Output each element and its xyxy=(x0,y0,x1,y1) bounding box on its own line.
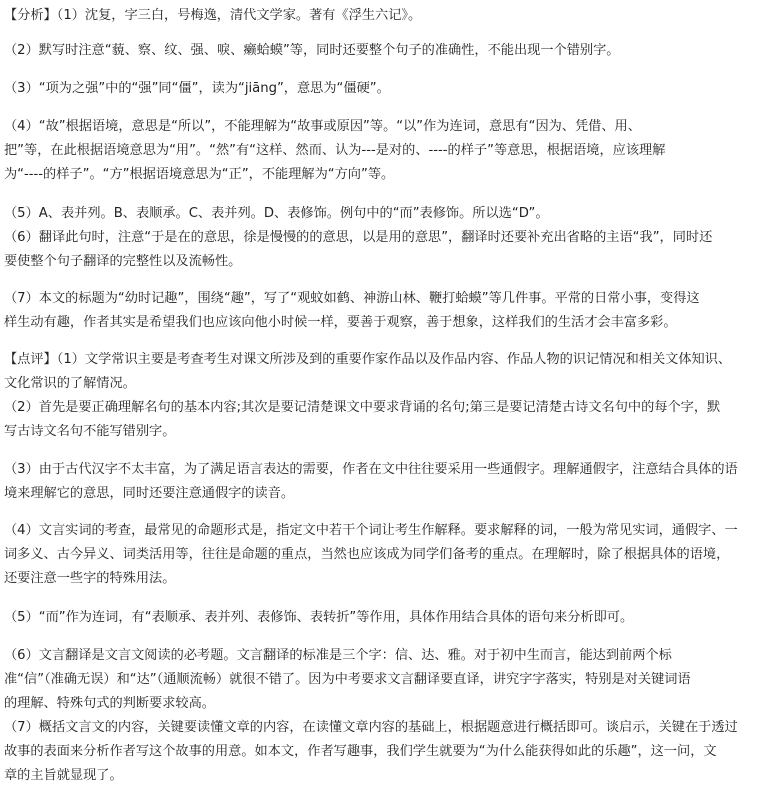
text-line: （5）“而”作为连词，有“表顺承、表并列、表修饰、表转折”等作用，具体作用结合具体的语句来分析即可。 xyxy=(4,610,634,625)
analysis-item-7 xyxy=(4,287,776,335)
text-line: 词多义、古今异义、词类活用等，往往是命题的重点，当然也应该成为同学们备考的重点。在理解时，除了根据具体的语境， xyxy=(4,547,730,562)
text-line: 把”等，在此根据语境意思为“用”。“然”有“这样、然而、认为---是对的、----的样子”等意思，根据语境，应该理解 xyxy=(4,143,666,158)
text-line: （3）“项为之强”中的“强”同“僵”，读为“jiāng”，意思为“僵硬”。 xyxy=(4,81,390,96)
text-line: （6）文言翻译是文言文阅读的必考题。文言翻译的标准是三个字：信、达、雅。对于初中生而言，能达到前两个标 xyxy=(4,648,672,663)
text-line: （5）A、表并列。B、表顺承。C、表并列。D、表修饰。例句中的“而”表修饰。所以选“D”。 xyxy=(4,206,549,221)
analysis-item-5-6 xyxy=(4,202,776,274)
text-line: （6）翻译此句时，注意“于是在的意思，徐是慢慢的的意思，以是用的意思”，翻译时还要补充出省略的主语“我”，同时还 xyxy=(4,230,713,245)
text-line: 【分析】（1）沈复，字三白，号梅逸，清代文学家。著有《浮生六记》。 xyxy=(4,8,422,23)
text-line: 境来理解它的意思，同时还要注意通假字的读音。 xyxy=(4,486,295,501)
text-line: 文化常识的了解情况。 xyxy=(4,376,136,391)
text-line: 的理解、特殊句式的判断要求较高。 xyxy=(4,696,215,711)
text-line: 样生动有趣，作者其实是希望我们也应该向他小时候一样，要善于观察，善于想象，这样我们的生活才会丰富多彩。 xyxy=(4,315,677,330)
comment-item-1-2 xyxy=(4,348,776,444)
analysis-item-2 xyxy=(4,39,776,63)
text-line: 故事的表面来分析作者写这个故事的用意。如本文，作者写趣事，我们学生就要为“为什么能获得如此的乐趣”，这一问，文 xyxy=(4,744,717,759)
text-line: 要使整个句子翻译的完整性以及流畅性。 xyxy=(4,254,242,269)
text-line: （7）本文的标题为“幼时记趣”，围绕“趣”，写了“观蚊如鹤、神游山林、鞭打蛤蟆”等几件事。平常的日常小事，变得这 xyxy=(4,291,700,306)
analysis-item-3 xyxy=(4,77,776,101)
text-line: 【点评】（1）文学常识主要是考查考生对课文所涉及到的重要作家作品以及作品内容、作品人物的识记情况和相关文体知识、 xyxy=(4,352,732,367)
analysis-item-4 xyxy=(4,115,776,187)
text-line: 写古诗文名句不能写错别字。 xyxy=(4,424,176,439)
text-line: （4）“故”根据语境，意思是“所以”，不能理解为“故事或原因”等。“以”作为连词，意思有“因为、凭借、用、 xyxy=(4,119,641,134)
text-line: （2）默写时注意“藐、察、纹、强、唳、癞蛤蟆”等，同时还要整个句子的准确性，不能出现一个错别字。 xyxy=(4,43,620,58)
text-line: （7）概括文言文的内容，关键要读懂文章的内容，在读懂文章内容的基础上，根据题意进行概括即可。谈启示，关键在于透过 xyxy=(4,720,738,735)
comment-item-6-7 xyxy=(4,644,776,788)
comment-item-5 xyxy=(4,606,776,630)
text-line: 还要注意一些字的特殊用法。 xyxy=(4,571,176,586)
comment-item-4 xyxy=(4,519,776,591)
text-line: （4）文言实词的考查，最常见的命题形式是，指定文中若干个词让考生作解释。要求解释的词，一般为常见实词，通假字、一 xyxy=(4,523,738,538)
text-line: 准“信”（准确无误）和“达”（通顺流畅）就很不错了。因为中考要求文言翻译要直译，讲究字字落实，特别是对关键词语 xyxy=(4,672,691,687)
text-line: 章的主旨就显现了。 xyxy=(4,768,123,783)
analysis-item-1 xyxy=(4,4,776,28)
text-line: 为“----的样子”。“方”根据语境意思为“正”，不能理解为“方向”等。 xyxy=(4,167,395,182)
comment-item-3 xyxy=(4,458,776,506)
text-line: （2）首先是要正确理解名句的基本内容;其次是要记清楚课文中要求背诵的名句;第三是要记清楚古诗文名句中的每个字，默 xyxy=(4,400,721,415)
text-line: （3）由于古代汉字不太丰富，为了满足语言表达的需要，作者在文中往往要采用一些通假字。理解通假字，注意结合具体的语 xyxy=(4,462,738,477)
